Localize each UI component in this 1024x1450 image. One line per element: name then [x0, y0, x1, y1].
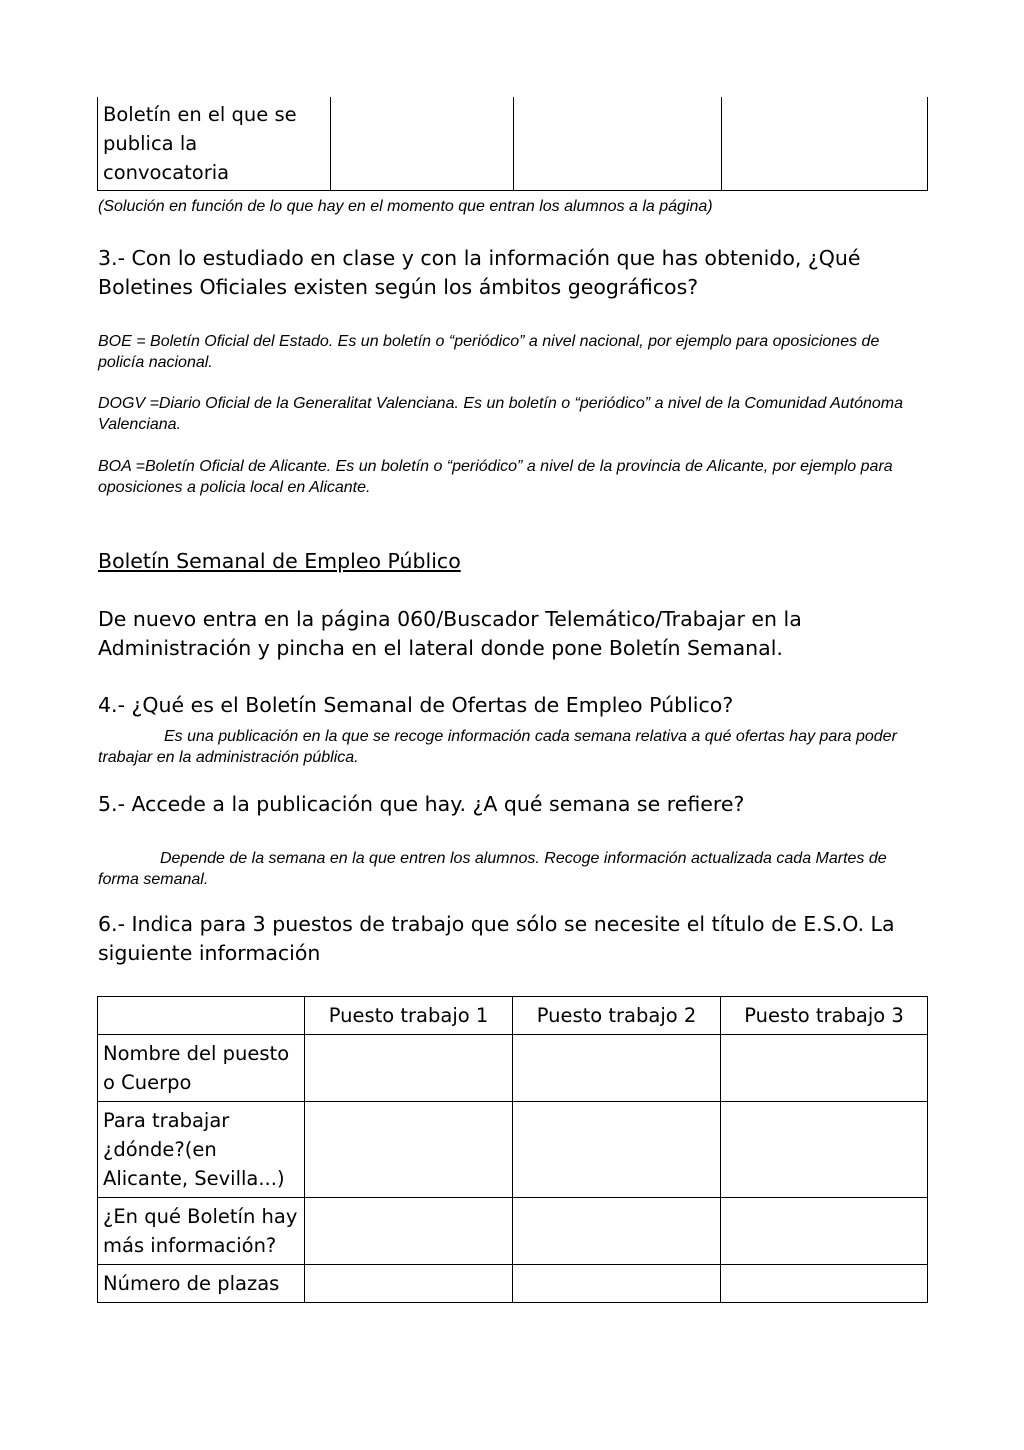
- answer-dogv: DOGV =Diario Oficial de la Generalitat Valenciana. Es un boletín o “periódico” a nivel de la Comunidad Autónoma Valenciana.: [98, 395, 904, 433]
- table-cell: [721, 1035, 928, 1102]
- table-cell: [513, 1265, 721, 1303]
- table-cell: [305, 1102, 513, 1198]
- row-label: Número de plazas: [98, 1265, 305, 1303]
- table-row: [98, 1035, 928, 1102]
- table-header-cell: Puesto trabajo 2: [513, 997, 721, 1035]
- answer-5: Depende de la semana en la que entren los alumnos. Recoge información actualizada cada Martes de forma semanal.: [98, 850, 887, 888]
- bulletin-label: Boletín en el que se publica la convocatoria: [103, 103, 297, 184]
- table-cell: [331, 97, 514, 191]
- question-6: [98, 910, 928, 968]
- table-cell: [513, 1102, 721, 1198]
- table-cell: [305, 1035, 513, 1102]
- table-cell: [722, 97, 928, 191]
- question-text: .- Accede a la publicación que hay. ¿A qué semana se refiere?: [111, 792, 745, 816]
- table-cell: [721, 1198, 928, 1265]
- question-3: [98, 244, 928, 302]
- question-number: 3: [98, 246, 112, 270]
- table-header-cell: [98, 997, 305, 1035]
- question-4: [98, 691, 928, 720]
- intro-text: De nuevo entra en la página 060/Buscador Telemático/Trabajar en la Administración y pincha en el lateral donde pone Boletín Semanal.: [98, 607, 802, 660]
- table-cell: [513, 1198, 721, 1265]
- solution-note: (Solución en función de lo que hay en el momento que entran los alumnos a la página): [98, 198, 713, 215]
- jobs-table: [97, 996, 928, 1303]
- table-row: [98, 1198, 928, 1265]
- answer-boe: BOE = Boletín Oficial del Estado. Es un boletín o “periódico” a nivel nacional, por ejemplo para oposiciones de policía nacional.: [98, 333, 880, 371]
- question-5: [98, 790, 928, 819]
- question-text: .- Con lo estudiado en clase y con la información que has obtenido, ¿Qué Boletines Oficiales existen según los ámbitos geográficos?: [98, 246, 861, 299]
- table-cell: [721, 1265, 928, 1303]
- answer-boa: BOA =Boletín Oficial de Alicante. Es un boletín o “periódico” a nivel de la provincia de Alicante, por ejemplo para oposiciones a policia local en Alicante.: [98, 458, 893, 496]
- row-label: Nombre del puesto o Cuerpo: [98, 1035, 305, 1102]
- table-cell: [305, 1265, 513, 1303]
- table-row: [98, 1265, 928, 1303]
- answer-4: Es una publicación en la que se recoge información cada semana relativa a qué ofertas hay para poder trabajar en la administración pública.: [98, 728, 897, 766]
- table-header-cell: Puesto trabajo 1: [305, 997, 513, 1035]
- top-table: [97, 97, 928, 191]
- question-text: .- Indica para 3 puestos de trabajo que sólo se necesite el título de E.S.O. La siguiente información: [98, 912, 895, 965]
- table-header-cell: Puesto trabajo 3: [721, 997, 928, 1035]
- table-row: [98, 1102, 928, 1198]
- question-number: 6: [98, 912, 112, 936]
- table-header-row: [98, 997, 928, 1035]
- section-title: Boletín Semanal de Empleo Público: [98, 549, 461, 573]
- row-label: ¿En qué Boletín hay más información?: [98, 1198, 305, 1265]
- table-cell-label: [98, 97, 331, 191]
- question-number: 4: [98, 693, 112, 717]
- table-cell: [305, 1198, 513, 1265]
- question-number: 5: [98, 792, 112, 816]
- table-cell: [513, 1035, 721, 1102]
- table-cell: [721, 1102, 928, 1198]
- question-text: .- ¿Qué es el Boletín Semanal de Ofertas de Empleo Público?: [111, 693, 734, 717]
- table-cell: [514, 97, 722, 191]
- row-label: Para trabajar ¿dónde?(en Alicante, Sevilla...): [98, 1102, 305, 1198]
